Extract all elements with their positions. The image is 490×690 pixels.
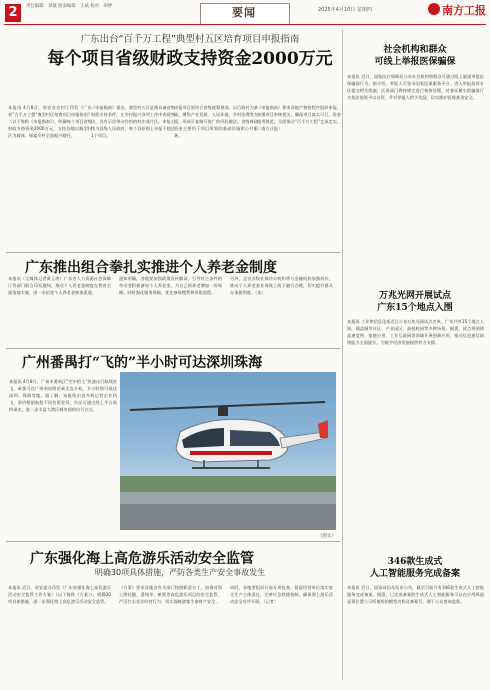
page-number: 2 [5,4,21,22]
article-1-column-4: 《申报指南》要求各地严格按程序组织申报，加强项目审核把关，确保项目真实可行，资金使用规范，全面推动“百千万工程”走深走实。（南方日报） [257,105,341,131]
article-2-divider [6,252,340,253]
article-1-column-3: 申报项目须符合省级统筹规划，以行政村为基础，聚焦产业发展、人居环境、乡村治理等方面，形成可复制可推广的经验做法。省级财政资金主要用于项目所需的基础设施和公共服务。 [174,105,258,138]
sidebar-item-3-title: 346款生成式 人工智能服务完成备案 [369,557,460,579]
logo-icon [428,3,440,15]
sidebar-item-2-title: 万兆光网开展试点 广东15个地点入围 [377,291,453,313]
article-2-column-1: 本报讯（全媒体记者黄玉瑶）广东省人力资源社会保障厅等部门联合印发通知，推动个人养老金制度在我省全面落地实施，进一步拓宽个人养老金参加渠道。 [8,276,111,295]
article-1-column-1: 本报讯 4月8日，省农业农村厅印发《广东省“百千万工程”典型村区培育项目申报指南》（以下简称《申报指南》），明确每个项目省级财政支持资金2000万元，支持各地以典型村区为载体，探索乡村全面振兴路径。 [8,105,92,138]
helicopter-photo [120,372,336,530]
editor-info: 责任编辑：刘敏 版面编辑：王斌 校对：胡婷 [26,4,113,9]
article-2-title: 广东推出组合拳扎实推进个人养老金制度 [25,260,277,276]
article-1-column-2: 《申报指南》提出，典型村五区是指具备省级财政支持条件，在乡村振兴各项工作中表现突出，具有示范带动作用的村庄或片区。申报主体为县级人民政府，每个县原则上申报不超过1个项目。 [91,105,175,138]
article-3-divider [6,348,340,349]
sidebar-divider [342,30,343,680]
article-2-column-2: 通知明确，各地要加强政策宣传解读，引导符合条件的劳动者积极参加个人养老金，为自己的养老增加一份保障。同时强化服务保障，优化参保缴费和领取流程。 [119,276,222,295]
article-1-subtitle: 广东出台“百千万工程”典型村五区培育项目申报指南 [80,34,300,45]
helicopter-illustration [120,372,336,530]
sidebar-item-2-text: 本报讯 工业和信息化部近日公布万兆光网试点名单，广东共有15个地点入围，涵盖城市社区、产业园区、高校校园等多种场景。据悉，试点将围绕高速宽带、家庭应用、工业互联网等领域开展创新应用，推动信息通信网络能力全面提升，为数字经济发展提供有力支撑。 [347,319,484,345]
article-4-title: 广东强化海上高危游乐活动安全监管 [30,551,254,567]
newspaper-logo: 南方工报 [442,4,486,17]
sidebar-item-3-text: 本报讯 近日，国家网信办发布公告，截至目前共有346款生成式人工智能服务完成备案。据悉，已完成备案的生成式人工智能服务可以在应用界面显著位置公示所使用的模型名称及备案号，便于公众查询监督。 [347,585,484,604]
photo-credit: （图文） [318,534,336,539]
article-4-column-3: 同时，各地要组织开展专项检查，督促经营单位落实安全生产主体责任，完善应急救援机制，确保海上游乐活动安全有序开展。（记者） [230,585,333,604]
article-4-divider [6,541,340,542]
header-divider [4,24,486,25]
article-4-column-1: 本报讯 近日，省安委办印发《广东省强化海上高危游乐活动安全监管工作方案》（以下简称《方案》），明确30项具体措施，进一步强化海上高危游乐活动安全监管。 [8,585,111,604]
article-3-title: 广州番禺打“飞的”半小时可达深圳珠海 [22,355,263,371]
article-4-subtitle: 明确30项具体措施，严防各类生产安全事故发生 [94,568,266,577]
article-2-column-3: 另外，全省各级社保经办机构将与金融机构加强协作，推动个人养老金业务线上线下融合办理，切实提升群众办事便利度。（朱） [230,276,333,295]
issue-date: 2025年4月10日 星期四 [318,7,372,13]
article-3-text: 本报讯 4月8日，广州市番禺区“空中的士”快速出行航线首飞，乘客可在广州南站附近乘坐直升机，半小时即可抵达深圳、珠海等地。据了解，该航线由直升机运营企业执飞，票价根据航程不同有所差异，市民可通过线上平台预约乘坐，进一步丰富大湾区城市间的出行方式。 [9,379,117,412]
article-4-column-2: 《方案》要求各地各有关部门按照职责分工，加强对海上摩托艇、滑翔伞、帆板等高危游乐项目的安全监管，严厉打击非法经营行为，切实保障游客生命财产安全。 [119,585,222,604]
article-1-title: 每个项目省级财政支持资金2000万元 [47,49,333,69]
sidebar-item-1-title: 社会机构和群众 可线上举报医保骗保 [374,45,456,67]
section-label: 要闻 [232,6,256,19]
sidebar-item-1-text: 本报讯 近日，国家医疗保障局公布社会机构和群众可通过线上渠道举报医保骗保行为。据介绍，举报人可登录国家医保服务平台，进入举报投诉专区提交相关线索，医保部门将按规定进行核查处理，对查证属实的骗保行为依法依规予以处罚，并对举报人给予奖励，切实维护医保基金安全。 [347,74,484,100]
